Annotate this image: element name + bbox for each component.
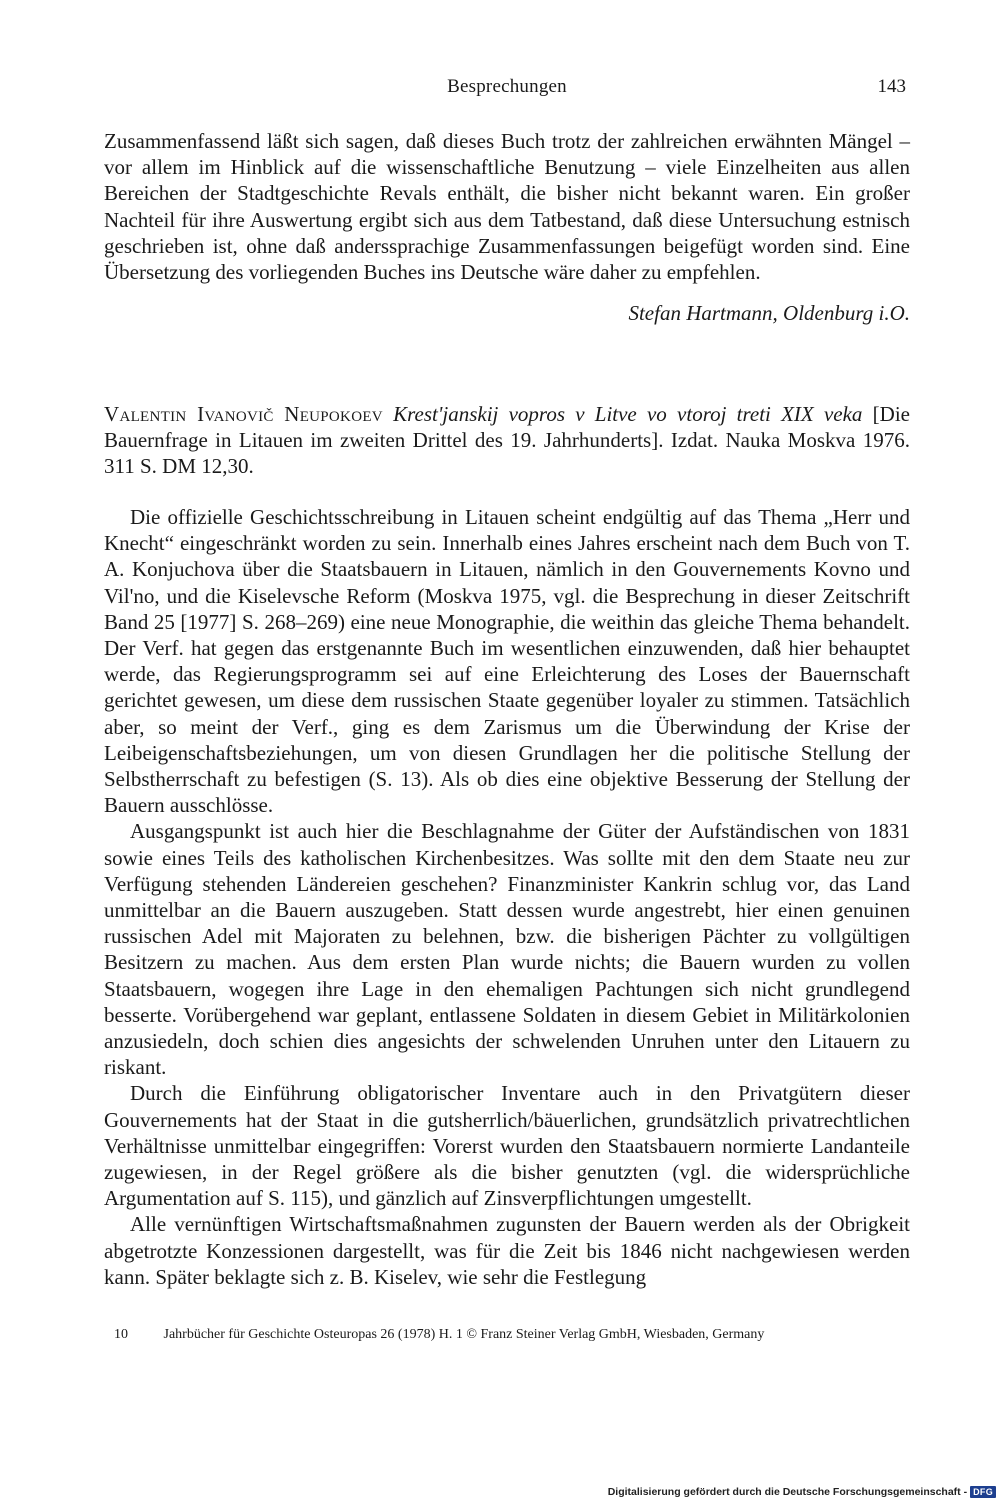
journal-citation: Jahrbücher für Geschichte Osteuropas 26 (1978) H. 1 © Franz Steiner Verlag GmbH, Wiesbaden, Germany [163, 1327, 765, 1342]
review-one-conclusion [104, 128, 910, 285]
review-paragraph: Durch die Einführung obligatorischer Inventare auch in den Privatgütern dieser Gouvernements hat der Staat in die gutsherrlich/bäuerlichen, grundsätzlich privatrechtlichen Verhältnisse unmittelbar eingegriffen: Vorerst wurden den Staatsbauern normierte Landanteile zugewiesen, in der Regel größere als die bisher genutzten (vgl. die widersprüchliche Argumentation auf S. 115), und gänzlich auf Zinsverpflichtungen umgestellt. [104, 1081, 910, 1211]
page-number: 143 [877, 76, 906, 97]
book-title: Krest'janskij vopros v Litve vo vtoroj treti XIX veka [393, 402, 863, 426]
running-title: Besprechungen [447, 76, 567, 97]
journal-footer [114, 1327, 914, 1343]
banner-text: Digitalisierung gefördert durch die Deutsche Forschungsgemeinschaft - [607, 1486, 968, 1498]
reviewer-signature: Stefan Hartmann, Oldenburg i.O. [628, 301, 910, 325]
dfg-logo-icon: DFG [970, 1486, 996, 1498]
book-details: [Die Bauernfrage in Litauen im zweiten Drittel des 19. Jahrhunderts]. Izdat. Nauka Moskva 1976. 311 S. DM 12,30. [104, 402, 910, 479]
book-author: Valentin Ivanovič Neupokoev [104, 402, 383, 426]
digitization-banner [608, 1486, 996, 1498]
review-paragraph: Alle vernünftigen Wirtschaftsmaßnahmen zugunsten der Bauern werden als der Obrigkeit abgetrotzte Konzessionen dargestellt, was für die Zeit bis 1846 nicht nachgewiesen werden kann. Später beklagte sich z. B. Kiselev, wie sehr die Festlegung [104, 1212, 910, 1289]
running-head [104, 76, 910, 106]
review-two-body [104, 504, 910, 1290]
signature-mark: 10 [114, 1327, 128, 1342]
review-paragraph: Ausgangspunkt ist auch hier die Beschlagnahme der Güter der Aufständischen von 1831 sowie eines Teils des katholischen Kirchenbesitzes. Was sollte mit den dem Staate neu zur Verfügung stehenden Ländereien geschehen? Finanzminister Kankrin schlug vor, das Land unmittelbar an die Bauern auszugeben. Statt dessen wurde angestrebt, hier einen genuinen russischen Adel mit Majoraten zu belehnen, bzw. die bisherigen Pächter zu vollgültigen Besitzern zu machen. Aus dem ersten Plan wurde nichts; die Bauern wurden zu vollen Staatsbauern, wogegen ihre Lage in den ehemaligen Pachtungen sich nicht grundlegend besserte. Vorübergehend war geplant, entlassene Soldaten in diesem Gebiet in Militärkolonien anzusiedeln, doch schien dies angesichts der schwelenden Unruhen unter den Litauern zu riskant. [104, 819, 910, 1080]
bibliographic-entry [104, 401, 910, 480]
review-paragraph: Die offizielle Geschichtsschreibung in Litauen scheint endgültig auf das Thema „Herr und Knecht“ eingeschränkt worden zu sein. Innerhalb eines Jahres erscheint nach dem Buch von T. A. Konjuchova über die Staatsbauern in Litauen, nämlich in den Gouvernements Kovno und Vil'no, und die Kiselevsche Reform (Moskva 1975, vgl. die Besprechung in dieser Zeitschrift Band 25 [1977] S. 268–269) eine neue Monographie, die weithin das gleiche Thema behandelt. Der Verf. hat gegen das erstgenannte Buch im wesentlichen einzuwenden, daß hier behauptet werde, das Regierungsprogramm sei auf eine Erleichterung des Loses der Bauernschaft gerichtet gewesen, um diese dem russischen Staate gegenüber loyaler zu stimmen. Tatsächlich aber, so meint der Verf., ging es dem Zarismus um die Überwindung der Krise der Leibeigenschaftsbeziehungen, um von diesen Grundlagen her die politische Stellung der Selbstherrschaft zu befestigen (S. 13). Als ob dies eine objektive Besserung der Stellung der Bauern ausschlösse. [104, 505, 910, 818]
review-one-paragraph: Zusammenfassend läßt sich sagen, daß dieses Buch trotz der zahlreichen erwähnten Mängel – vor allem im Hinblick auf die wissenschaftliche Benutzung – viele Einzelheiten aus allen Bereichen der Stadtgeschichte Revals enthält, die bisher nicht bekannt waren. Ein großer Nachteil für ihre Auswertung ergibt sich aus dem Tatbestand, daß diese Untersuchung estnisch geschrieben ist, ohne daß anderssprachige Zusammenfassungen beigefügt worden sind. Eine Übersetzung des vorliegenden Buches ins Deutsche wäre daher zu empfehlen. [104, 129, 910, 285]
